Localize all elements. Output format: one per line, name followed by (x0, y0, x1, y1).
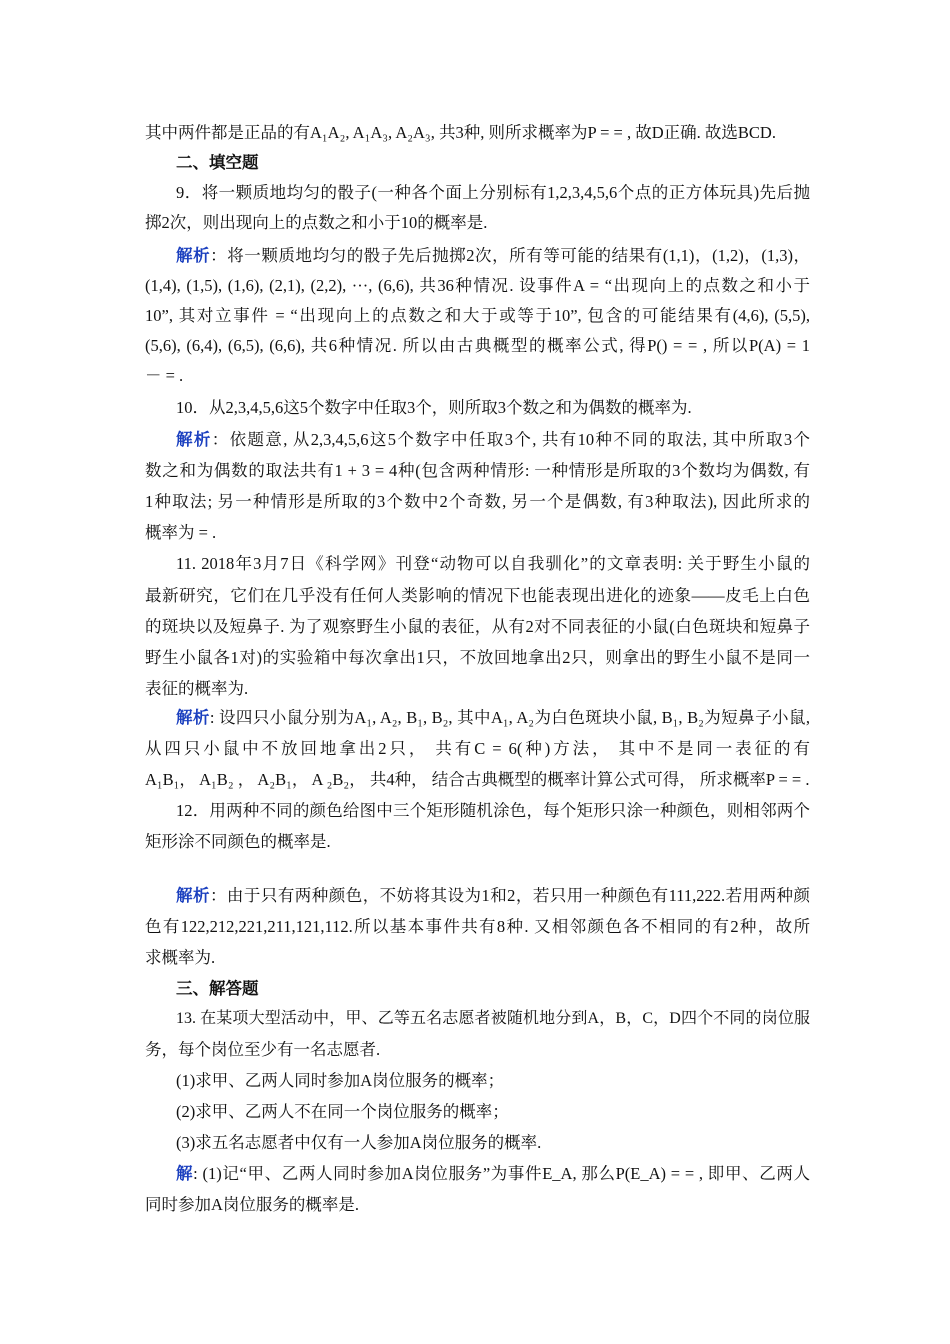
section-heading-fill-blank: 二、填空题 (176, 153, 259, 172)
solution-line (176, 886, 810, 906)
solution-line: 1种取法; 另一种情形是所取的3个数中2个奇数, 另一个是偶数, 有3种取法), 因此所求的 (145, 492, 810, 511)
solution-line (176, 708, 810, 728)
question-11-line: 野生小鼠各1对)的实验箱中每次拿出1只，不放回地拿出2只，则拿出的野生小鼠不是同一 (145, 648, 810, 667)
question-9-line: 9．将一颗质地均匀的骰子(一种各个面上分别标有1,2,3,4,5,6个点的正方体玩具)先后抛 (176, 183, 810, 202)
question-13-part-1: (1)求甲、乙两人同时参加A岗位服务的概率； (176, 1071, 505, 1090)
question-11-line: 最新研究，它们在几乎没有任何人类影响的情况下也能表现出进化的迹象——皮毛上白色 (145, 586, 810, 605)
solution-line (176, 1164, 810, 1184)
question-9-line: 掷2次，则出现向上的点数之和小于10的概率是. (145, 213, 488, 232)
solution-line: 色有122,212,221,211,121,112.所以基本事件共有8种. 又相邻颜色各不相同的有2种，故所 (145, 917, 810, 936)
question-12-line: 矩形涂不同颜色的概率是. (145, 832, 331, 851)
question-12-line: 12．用两种不同的颜色给图中三个矩形随机涂色，每个矩形只涂一种颜色，则相邻两个 (176, 801, 810, 820)
solution-text: : (1)记“甲、乙两人同时参加A岗位服务”为事件E_A, 那么P(E_A) = = , 即甲、乙两人 (193, 1164, 810, 1183)
question-11-line: 11. 2018年3月7日《科学网》刊登“动物可以自我驯化”的文章表明: 关于野生小鼠的 (176, 554, 810, 573)
solution-line (176, 430, 810, 450)
question-13-part-3: (3)求五名志愿者中仅有一人参加A岗位服务的概率. (176, 1133, 542, 1152)
question-13-line: 13. 在某项大型活动中，甲、乙等五名志愿者被随机地分到A，B，C，D四个不同的岗位服 (176, 1010, 810, 1027)
question-13-part-2: (2)求甲、乙两人不在同一个岗位服务的概率； (176, 1102, 509, 1121)
solution-line: － = . (145, 366, 184, 385)
solution-label: 解析 (176, 886, 210, 905)
question-11-line: 的斑块以及短鼻子. 为了观察野生小鼠的表征，从有2对不同表征的小鼠(白色斑块和短鼻子 (145, 617, 810, 636)
solution-label: 解析 (176, 430, 212, 449)
solution-line: (1,4), (1,5), (1,6), (2,1), (2,2), ···, (6,6), 共36种情况. 设事件A = “出现向上的点数之和小于 (145, 276, 810, 295)
solution-text: ：由于只有两种颜色，不妨将其设为1和2，若只用一种颜色有111,222.若用两种颜 (209, 886, 811, 905)
solution-line: 概率为 = . (145, 523, 217, 542)
solution-text: ：将一颗质地均匀的骰子先后抛掷2次，所有等可能的结果有(1,1)，(1,2)，(1,3)， (210, 246, 811, 265)
solution-line: 同时参加A岗位服务的概率是. (145, 1195, 360, 1214)
section-heading-answers: 三、解答题 (176, 979, 259, 998)
question-10-line: 10．从2,3,4,5,6这5个数字中任取3个，则所取3个数之和为偶数的概率为. (176, 398, 692, 417)
solution-label: 解析 (176, 708, 210, 727)
solution-line: 求概率为. (145, 948, 216, 967)
solution-line (176, 246, 810, 266)
solution-line: A₁B₁， A₁B₂ ， A₂B₁， A ₂B₂， 共4种， 结合古典概型的概率计算公式可得， 所求概率P = = . (145, 770, 810, 789)
solution-text: ：依题意, 从2,3,4,5,6这5个数字中任取3个, 共有10种不同的取法, 其中所取3个 (211, 430, 811, 449)
solution-line: (5,6), (6,4), (6,5), (6,6), 共6种情况. 所以由古典概型的概率公式, 得P() = = , 所以P(A) = 1 (145, 336, 810, 355)
solution-text: : 设四只小鼠分别为A₁, A₂, B₁, B₂, 其中A₁, A₂为白色斑块小鼠, B₁, B₂为短鼻子小鼠, (209, 708, 810, 727)
solution-line: 10”, 其对立事件 = “出现向上的点数之和大于或等于10”, 包含的可能结果有(4,6), (5,5), (145, 306, 810, 325)
question-13-line: 务，每个岗位至少有一名志愿者. (145, 1040, 381, 1059)
solution-label: 解析 (176, 246, 211, 265)
solution-line: 数之和为偶数的取法共有1 + 3 = 4种(包含两种情形: 一种情形是所取的3个数均为偶数, 有 (145, 461, 810, 480)
solution-line: 从四只小鼠中不放回地拿出2只， 共有C = 6(种)方法， 其中不是同一表征的有 (145, 739, 810, 758)
question-11-line: 表征的概率为. (145, 679, 249, 698)
solution-label: 解 (176, 1164, 194, 1183)
text-line: 其中两件都是正品的有A₁A₂, A₁A₃, A₂A₃, 共3种, 则所求概率为P = = , 故D正确. 故选BCD. (145, 123, 776, 142)
